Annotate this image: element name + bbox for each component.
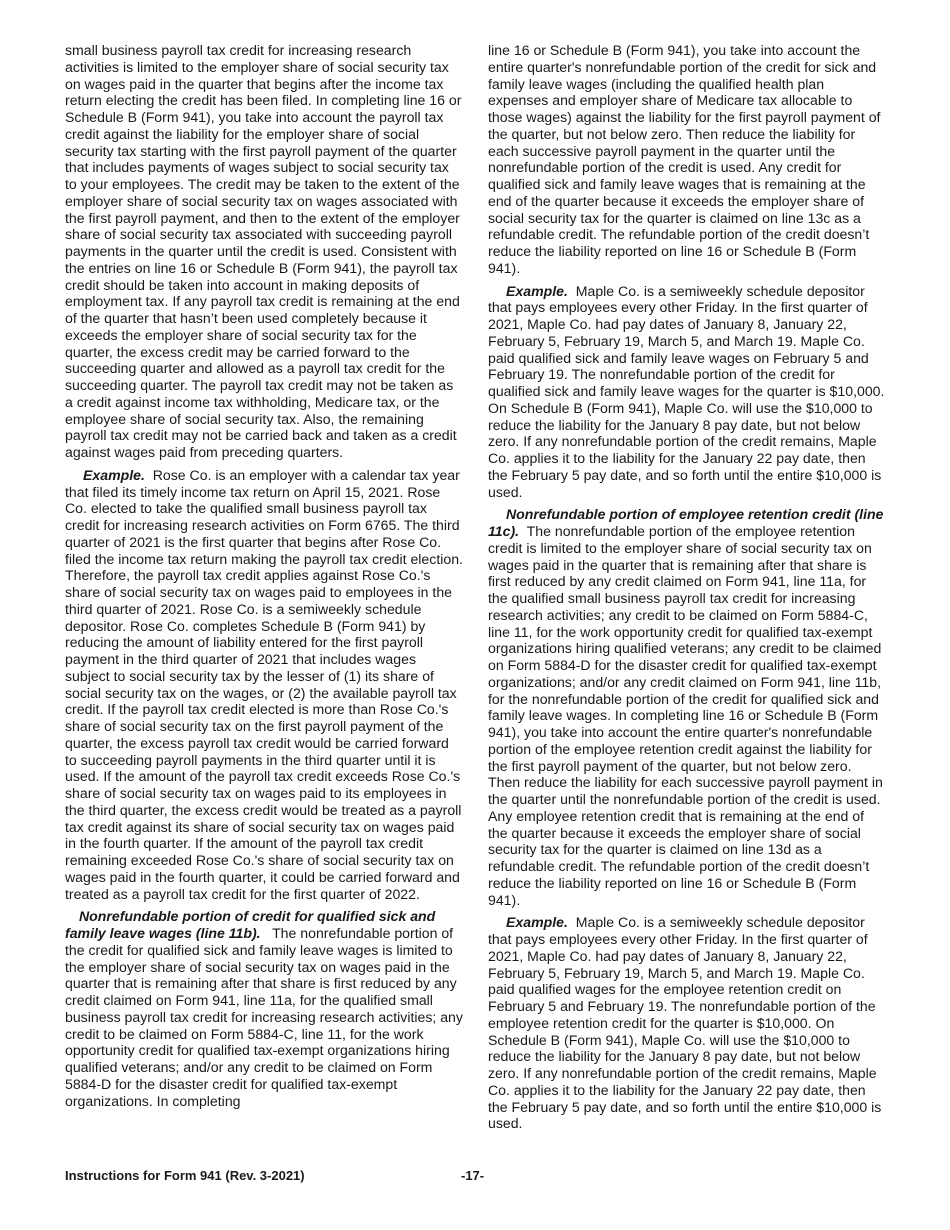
paragraph-continued: small business payroll tax credit for increasing research activities is limited to the employer share of social security tax on wages paid in the quarter that begins after the income tax return electing the credit has been filed. In completing line 16 or Schedule B (Form 941), you take into account the payroll tax credit against the liability for the employer share of social security tax starting with the first payroll payment of the quarter that includes payments of wages subject to social security tax to your employees. The credit may be taken to the extent of the employer share of social security tax on wages associated with the first payroll payment, and then to the extent of the employer share of social security tax associated with succeeding payroll payments in the quarter until the credit is used. Consistent with the entries on line 16 or Schedule B (Form 941), the payroll tax credit should be taken into account in making deposits of employment tax. If any payroll tax credit is remaining at the end of the quarter that hasn’t been used completely because it exceeds the employer share of social security tax for the quarter, the excess credit may be carried forward to the succeeding quarter and allowed as a payroll tax credit for the succeeding quarter. The payroll tax credit may not be taken as a credit against income tax withholding, Medicare tax, or the employee share of social security tax. Also, the remaining payroll tax credit may not be carried back and taken as a credit against wages paid from preceding quarters. xyxy=(65,42,462,460)
footer-page-number: -17- xyxy=(461,1168,485,1183)
paragraph-example-rose-co xyxy=(65,467,463,903)
section-lead: Nonrefundable portion of employee retention credit (line 11c). xyxy=(488,506,884,539)
paragraph-example-maple-co-sick-leave xyxy=(488,283,886,501)
left-column xyxy=(65,42,463,1109)
section-body: The nonrefundable portion of the credit for qualified sick and family leave wages is limited to the employer share of social security tax on wages paid in the quarter that is remaining after that share is first reduced by any credit claimed on Form 941, line 11a, for the qualified small business payroll tax credit for increasing research activities; any credit to be claimed on Form 5884-C, line 11, for the work opportunity credit for qualified tax-exempt organizations hiring qualified veterans; and/or any credit to be claimed on Form 5884-D for the disaster credit for qualified tax-exempt organizations. In completing xyxy=(65,925,463,1109)
paragraph-continued: line 16 or Schedule B (Form 941), you take into account the entire quarter's nonrefundable portion of the credit for sick and family leave wages (including the qualified health plan expenses and employer share of Medicare tax allocable to those wages) against the liability for the first payroll payment of the quarter, but not below zero. Then reduce the liability for each successive payroll payment in the quarter until the nonrefundable portion of the credit is used. Any credit for qualified sick and family leave wages that is remaining at the end of the quarter because it exceeds the employer share of social security tax for the quarter is claimed on line 13c as a refundable credit. The refundable portion of the credit doesn’t reduce the liability reported on line 16 or Schedule B (Form 941). xyxy=(488,42,881,276)
example-lead: Example. xyxy=(83,466,145,483)
section-lead: Nonrefundable portion of credit for qualified sick and family leave wages (line 11b). xyxy=(65,908,436,941)
section-body: The nonrefundable portion of the employee retention credit is limited to the employer share of social security tax on wages paid in the quarter that is remaining after that share is first reduced by any credit claimed on Form 941, line 11a, for the qualified small business payroll tax credit for increasing research activities; any credit to be claimed on Form 5884-C, line 11, for the work opportunity credit for qualified tax-exempt organizations hiring qualified veterans; any credit to be claimed on Form 5884-D for the disaster credit for qualified tax-exempt organizations; and/or any credit claimed on Form 941, line 11b, for the nonrefundable portion of the credit for qualified sick and family leave wages. In completing line 16 or Schedule B (Form 941), you take into account the entire quarter's nonrefundable portion of the employee retention credit against the liability for the first payroll payment of the quarter, but not below zero. Then reduce the liability for each successive payroll payment in the quarter until the nonrefundable portion of the credit is used. Any employee retention credit that is remaining at the end of the quarter because it exceeds the employer share of social security tax for the quarter is claimed on line 13d as a refundable credit. The refundable portion of the credit doesn’t reduce the liability reported on line 16 or Schedule B (Form 941). xyxy=(488,523,883,908)
example-body: Maple Co. is a semiweekly schedule depositor that pays employees every other Friday. In the first quarter of 2021, Maple Co. had pay dates of January 8, January 22, February 5, February 19, March 5, and March 19. Maple Co. paid qualified wages for the employee retention credit on February 5 and February 19. The nonrefundable portion of the employee retention credit for the quarter is $10,000. On Schedule B (Form 941), Maple Co. will use the $10,000 to reduce the liability for the January 8 pay date, but not below zero. If any nonrefundable portion of the credit remains, Maple Co. applies it to the liability for the January 22 pay date, then the February 5 pay date, and so forth until the entire $10,000 is used. xyxy=(488,914,882,1132)
example-lead: Example. xyxy=(506,282,568,299)
example-body: Rose Co. is an employer with a calendar tax year that filed its timely income tax return on April 15, 2021. Rose Co. elected to take the qualified small business payroll tax credit for increasing research activities on Form 6765. The third quarter of 2021 is the first quarter that begins after Rose Co. filed the income tax return making the payroll tax credit election. Therefore, the payroll tax credit applies against Rose Co.'s share of social security tax on wages paid to employees in the third quarter of 2021. Rose Co. is a semiweekly schedule depositor. Rose Co. completes Schedule B (Form 941) by reducing the amount of liability entered for the first payroll payment in the third quarter of 2021 that includes wages subject to social security tax by the lesser of (1) its share of social security tax on the wages, or (2) the available payroll tax credit. If the payroll tax credit elected is more than Rose Co.'s share of social security tax on the first payroll payment of the quarter, the excess payroll tax credit would be carried forward to succeeding payroll payments in the third quarter until it is used. If the amount of the payroll tax credit exceeds Rose Co.'s share of social security tax on wages paid to its employees in the third quarter, the excess credit would be treated as a payroll tax credit against its share of social security tax on wages paid in the fourth quarter. If the amount of the payroll tax credit remaining exceeded Rose Co.'s share of social security tax on wages paid in the fourth quarter, it could be carried forward and treated as a payroll tax credit for the first quarter of 2022. xyxy=(65,466,463,902)
paragraph-sick-family-leave xyxy=(65,908,463,1109)
right-column xyxy=(488,42,886,1132)
page-footer xyxy=(65,1168,885,1188)
example-lead: Example. xyxy=(506,914,568,931)
paragraph-employee-retention-credit xyxy=(488,506,886,908)
footer-form-name: Instructions for Form 941 (Rev. 3-2021) xyxy=(65,1168,305,1183)
example-body: Maple Co. is a semiweekly schedule depositor that pays employees every other Friday. In the first quarter of 2021, Maple Co. had pay dates of January 8, January 22, February 5, February 19, March 5, and March 19. Maple Co. paid qualified sick and family leave wages on February 5 and February 19. The nonrefundable portion of the credit for qualified sick and family leave wages for the quarter is $10,000. On Schedule B (Form 941), Maple Co. will use the $10,000 to reduce the liability for the January 8 pay date, but not below zero. If any nonrefundable portion of the credit remains, Maple Co. applies it to the liability for the January 22 pay date, then the February 5 pay date, and so forth until the entire $10,000 is used. xyxy=(488,282,885,500)
paragraph-example-maple-co-retention xyxy=(488,914,886,1132)
